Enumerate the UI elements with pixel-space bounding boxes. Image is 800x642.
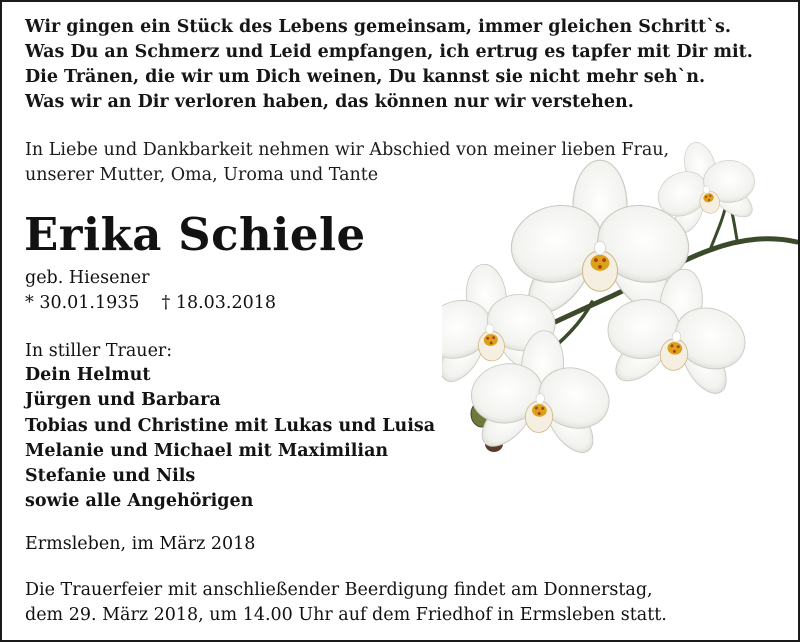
service-line: dem 29. März 2018, um 14.00 Uhr auf dem Friedhof in Ermsleben statt. xyxy=(25,605,667,625)
place-date: Ermsleben, im März 2018 xyxy=(25,534,256,554)
poem-line: Wir gingen ein Stück des Lebens gemeinsam, immer gleichen Schritt`s. xyxy=(25,17,731,37)
mourners-list xyxy=(25,363,435,515)
poem-line: Die Tränen, die wir um Dich weinen, Du kannst sie nicht mehr seh`n. xyxy=(25,67,706,87)
mourner: Dein Helmut xyxy=(25,365,151,385)
funeral-service-info xyxy=(25,578,667,628)
death-date: † 18.03.2018 xyxy=(161,293,277,313)
service-line: Die Trauerfeier mit anschließender Beerdigung findet am Donnerstag, xyxy=(25,580,653,600)
mourner: Melanie und Michael mit Maximilian xyxy=(25,440,389,461)
mourner: sowie alle Angehörigen xyxy=(25,491,254,512)
mourners-title: In stiller Trauer: xyxy=(25,341,173,361)
intro-line: In Liebe und Dankbarkeit nehmen wir Abschied von meiner lieben Frau, xyxy=(25,140,670,160)
mourner: Stefanie und Nils xyxy=(25,466,196,487)
poem-line: Was wir an Dir verloren haben, das können nur wir verstehen. xyxy=(25,92,634,112)
poem-line: Was Du an Schmerz und Leid empfangen, ich ertrug es tapfer mit Dir mit. xyxy=(25,42,753,62)
deceased-name: Erika Schiele xyxy=(24,208,366,261)
orchid-image xyxy=(442,142,800,462)
intro-line: unserer Mutter, Oma, Uroma und Tante xyxy=(25,165,379,185)
mourner: Tobias und Christine mit Lukas und Luisa xyxy=(25,415,436,436)
birth-name: geb. Hiesener xyxy=(25,268,150,288)
birth-date: * 30.01.1935 xyxy=(25,293,140,313)
poem xyxy=(25,15,753,115)
life-dates xyxy=(25,291,276,316)
mourner: Jürgen und Barbara xyxy=(25,390,221,411)
